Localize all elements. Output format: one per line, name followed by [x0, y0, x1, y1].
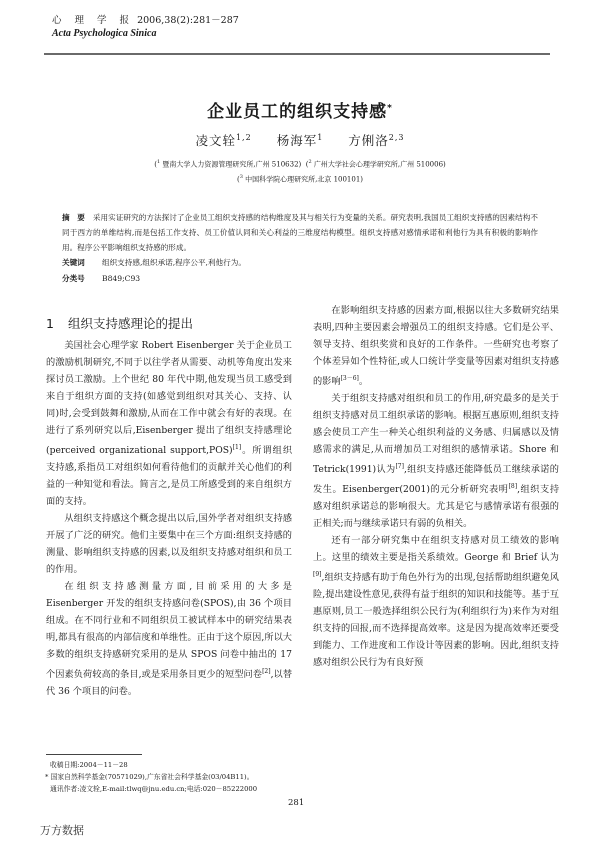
affiliation: 广州大学社会心理学研究所,广州 510006 — [313, 160, 444, 169]
author: 凌文辁$^{1,2}$ — [195, 132, 252, 148]
citation-ref[interactable]: [1] — [232, 444, 242, 451]
footnotes — [45, 759, 258, 795]
citation-ref[interactable]: [9] — [313, 571, 322, 579]
paragraph: 还有一部分研究集中在组织支持感对员工绩效的影响上。这里的绩效主要是指关系绩效。George 和 Brief 认为[9],组织支持感有助于角色外行为的出现,包括帮助组织避免风险,提出建设性意见,获得有益于组织的知识和技能等。基于互惠原则,员工一般选择组织公民行为(利组织行为)来作为对组织支持的回报,而不选择提高效率。这是因为提高效率还要受到能力、工作进度和工作设计等因素的影响。因此,组织支持感对组织公民行为有良好预 — [313, 535, 559, 669]
contact-info: 通讯作者:凌文辁,E-mail:tlwq@jnu.edu.cn;电话:020－85222000 — [50, 785, 258, 793]
paragraph: 美国社会心理学家 Robert Eisenberger 关于企业员工的激励机制研究,不同于以往学者从需要、动机等角度出发来探讨员工激励。上个世纪 80 年代中期,他发现当员工感受到来自于组织方面的支持(如感觉到组织对其关心、支持、认同)时,会受到鼓舞和激励,从而在工作中就会有好的表现。在进行了系列研究以后,Eisenberger 提出了组织支持感理论(perceived organizational support,POS)[1]。所谓组织支持感,系指员工对组织如何看待他们的贡献并关心他们的利益的一种知觉和看法。简言之,是员工所感受到的来自组织方面的支持。 — [46, 340, 293, 508]
article-title — [0, 97, 600, 122]
title-footnote-mark: * — [387, 103, 393, 114]
author-list — [0, 131, 600, 149]
journal-header — [52, 14, 239, 40]
section-heading: 1 组织支持感理论的提出 — [46, 316, 193, 331]
citation-ref[interactable]: [2] — [262, 668, 271, 676]
classification — [62, 272, 140, 286]
author: 杨海军$^1$ — [276, 132, 324, 148]
paragraph: 在组织支持感测量方面,目前采用的大多是 Eisenberger 开发的组织支持感问卷(SPOS),由 36 个项目组成。在不同行业和不同组织员工被试样本中的研究结果表明,都具有很高的内部信度和单维性。正由于这个原因,所以大多数的组织支持感研究采用的是从 SPOS 问卷中抽出的 17 个因素负荷较高的条目,或是采用条目更少的短型问卷[2],以替代 36 个项目的问卷。 — [46, 581, 293, 698]
footnote-rule — [46, 754, 142, 755]
title-text: 企业员工的组织支持感 — [207, 102, 388, 122]
right-column — [313, 302, 559, 671]
watermark: 万方数据 — [40, 824, 84, 837]
affiliation: 中国科学院心理研究所,北京 100101 — [245, 175, 361, 184]
affiliation-line-1: ($^1$ 暨南大学人力资源管理研究所,广州 510632) ($^2$ 广州大学社会心理学研究所,广州 510006) — [154, 159, 446, 169]
funding-note: * 国家自然科学基金(70571029),广东省社会科学基金(03/04B11)。 — [45, 773, 254, 781]
paragraph: 在影响组织支持感的因素方面,根据以往大多数研究结果表明,四种主要因素会增强员工的组织支持感。它们是公平、领导支持、组织奖赏和良好的工作条件。一些研究也考察了个体差异如个性特征,或人口统计学变量等因素对组织支持感的影响[3－6]。 — [313, 305, 559, 388]
affiliation: 暨南大学人力资源管理研究所,广州 510632 — [162, 160, 299, 169]
left-column — [46, 313, 292, 700]
abstract — [62, 210, 538, 255]
keywords — [62, 256, 246, 270]
journal-citation: 2006,38(2):281－287 — [137, 15, 239, 26]
abstract-text: 采用实证研究的方法探讨了企业员工组织支持感的结构维度及其与相关行为变量的关系。研究表明,我国员工组织支持感的因素结构不同于西方的单维结构,而是包括工作支持、员工价值认同和关心利益的三维度结构模型。组织支持感对感情承诺和利他行为具有积极的影响作用。程序公平影响组织支持感的形成。 — [62, 213, 538, 252]
keywords-text: 组织支持感,组织承诺,程序公平,利他行为。 — [102, 258, 246, 267]
keywords-label: 关键词 — [62, 258, 85, 267]
author: 方俐洛$^{2,3}$ — [348, 132, 405, 148]
page-number: 281 — [288, 798, 305, 808]
header-rule — [44, 53, 550, 55]
journal-name-en: Acta Psychologica Sinica — [52, 28, 157, 39]
affiliation-line-2: ($^3$ 中国科学院心理研究所,北京 100101) — [236, 174, 364, 184]
received-date: 收稿日期:2004－11－28 — [50, 761, 128, 769]
abstract-label: 摘 要 — [62, 213, 85, 222]
classification-text: B849;C93 — [102, 274, 141, 283]
paragraph: 从组织支持感这个概念提出以后,国外学者对组织支持感开展了广泛的研究。他们主要集中在三个方面:组织支持感的测量、影响组织支持感的因素,以及组织支持感对组织和员工的作用。 — [46, 513, 292, 576]
citation-ref[interactable]: [8] — [508, 483, 518, 491]
journal-name-cn: 心 理 学 报 — [52, 15, 135, 26]
classification-label: 分类号 — [62, 274, 85, 283]
citation-ref[interactable]: [3－6] — [340, 375, 359, 382]
paragraph: 关于组织支持感对组织和员工的作用,研究最多的是关于组织支持感对员工组织承诺的影响。根据互惠原则,组织支持感会使员工产生一种关心组织利益的义务感、归属感以及情感需求的满足,从而增加员工对组织的感情承诺。Shore 和 Tetrick(1991)认为[7],组织支持感还能降低员工继续承诺的发生。Eisenberger(2001)的元分析研究表明[8],组织支持感对组织承诺总的影响很大。尤其是它与感情承诺有很强的正相关;而与继续承诺只有弱的负相关。 — [313, 393, 560, 530]
citation-ref[interactable]: [7] — [395, 463, 404, 471]
